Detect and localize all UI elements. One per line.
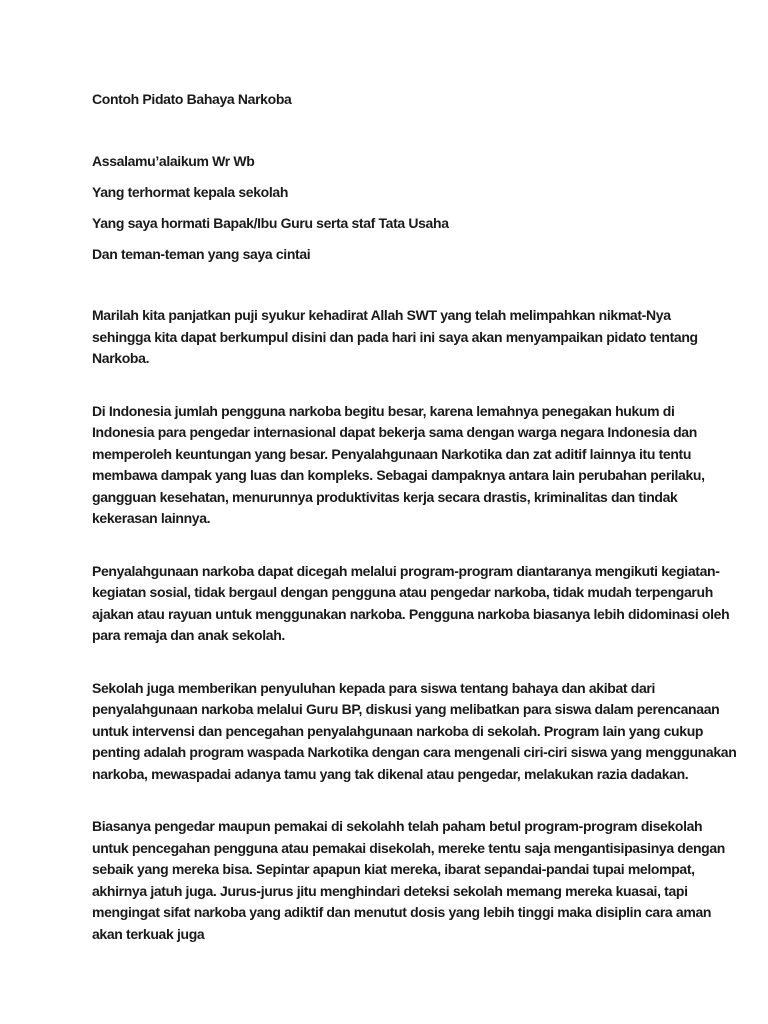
greeting-line-headmaster: Yang terhormat kepala sekolah [92,183,289,200]
paragraph-line: ajakan atau rayuan untuk menggunakan narkoba. Pengguna narkoba biasanya lebih didominasi oleh [92,605,730,622]
paragraph-line: Di Indonesia jumlah pengguna narkoba begitu besar, karena lemahnya penegakan hukum di [92,402,675,419]
paragraph-school-programs [92,678,736,786]
paragraph-line: penyalahgunaan narkoba melalui Guru BP, diskusi yang melibatkan para siswa dalam perencanaan [92,701,720,717]
paragraph-opening [92,305,698,370]
paragraph-line: sehingga kita dapat berkumpul disini dan pada hari ini saya akan menyampaikan pidato tentang [92,328,698,345]
paragraph-line: Marilah kita panjatkan puji syukur kehadirat Allah SWT yang telah melimpahkan nikmat-Nya [92,307,671,323]
paragraph-line: narkoba, mewaspadai adanya tamu yang tak dikenal atau pengedar, melakukan razia dadakan. [92,765,689,782]
paragraph-line: akan terkuak juga [92,925,205,942]
paragraph-line: untuk intervensi dan pencegahan penyalahgunaan narkoba di sekolah. Program lain yang cukup [92,722,704,739]
greeting-line-salutation: Assalamu’alaikum Wr Wb [92,152,255,169]
paragraph-line: Biasanya pengedar maupun pemakai di sekolahh telah paham betul program-program disekolah [92,818,703,834]
paragraph-line: para remaja dan anak sekolah. [92,627,285,643]
paragraph-line: membawa dampak yang luas dan kompleks. Sebagai dampaknya antara lain perubahan perilaku, [92,467,705,483]
paragraph-line: gangguan kesehatan, menurunnya produktivitas kerja secara drastis, kriminalitas dan tindak [92,488,678,505]
paragraph-prevention [92,561,729,647]
paragraph-drug-problem [92,401,705,530]
paragraph-line: Indonesia para pengedar internasional dapat bekerja sama dengan warga negara Indonesia dan [92,424,697,440]
paragraph-line: Penyalahgunaan narkoba dapat dicegah melalui program-program diantaranya mengikuti kegiatan- [92,562,720,579]
paragraph-line: Narkoba. [92,350,150,366]
paragraph-line: Sekolah juga memberikan penyuluhan kepada para siswa tentang bahaya dan akibat dari [92,679,656,696]
greeting-line-teachers: Yang saya hormati Bapak/Ibu Guru serta staf Tata Usaha [92,214,449,231]
paragraph-line: akhirnya jatuh juga. Jurus-jurus jitu menghindari deteksi sekolah memang mereka kuasai, tapi [92,882,688,899]
paragraph-line: mengingat sifat narkoba yang adiktif dan menutut dosis yang lebih tinggi maka disiplin cara aman [92,904,712,920]
greeting-line-friends: Dan teman-teman yang saya cintai [92,245,311,262]
paragraph-line: sebaik yang mereka bisa. Sepintar apapun kiat mereka, ibarat sepandai-pandai tupai melompat, [92,861,695,877]
greeting-block [92,151,449,275]
paragraph-line: kekerasan lainnya. [92,510,211,526]
document-title: Contoh Pidato Bahaya Narkoba [92,91,292,107]
paragraph-line: penting adalah program waspada Narkotika dengan cara mengenali ciri-ciri siswa yang menggunakan [92,744,737,760]
paragraph-line: untuk pencegahan pengguna atau pemakai disekolah, mereke tentu saja mengantisipasinya dengan [92,839,725,856]
paragraph-line: memperoleh keuntungan yang besar. Penyalahgunaan Narkotika dan zat aditif lainnya itu tentu [92,445,692,462]
paragraph-line: kegiatan sosial, tidak bergaul dengan pengguna atau pengedar narkoba, tidak mudah terpengaruh [92,584,713,600]
paragraph-closing [92,816,725,945]
